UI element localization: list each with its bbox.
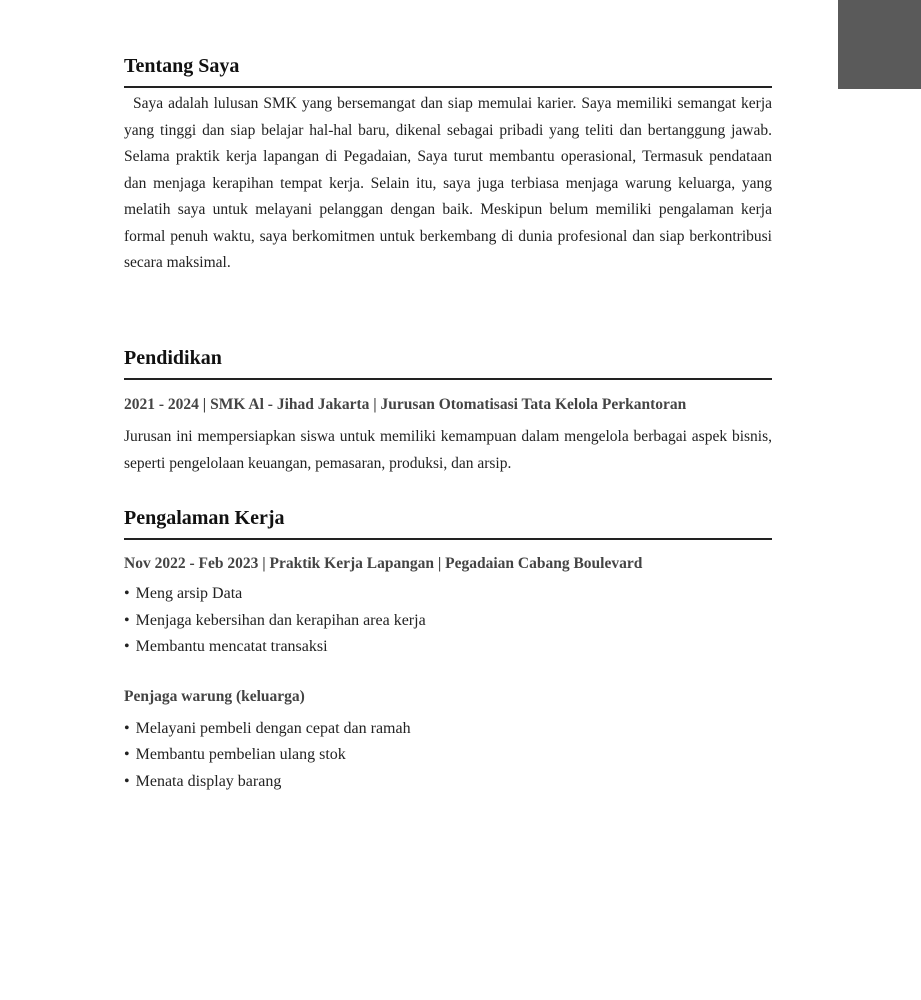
about-section xyxy=(124,54,772,277)
experience-title: Pengalaman Kerja xyxy=(124,507,285,529)
corner-block xyxy=(838,0,921,89)
list-item: • Membantu pembelian ulang stok xyxy=(124,742,772,769)
education-description: Jurusan ini mempersiapkan siswa untuk memiliki kemampuan dalam mengelola berbagai aspek bisnis, seperti pengelolaan keuangan, pemasaran, produksi, dan arsip. xyxy=(124,428,772,472)
list-item: • Melayani pembeli dengan cepat dan ramah xyxy=(124,716,772,743)
section-divider xyxy=(124,86,772,88)
job-heading: Penjaga warung (keluarga) xyxy=(124,687,305,705)
education-title: Pendidikan xyxy=(124,347,222,369)
job-bullets xyxy=(124,581,772,661)
list-item: • Meng arsip Data xyxy=(124,581,772,608)
list-item: • Menata display barang xyxy=(124,769,772,796)
education-entry: 2021 - 2024 | SMK Al - Jihad Jakarta | Jurusan Otomatisasi Tata Kelola Perkantoran xyxy=(124,396,687,413)
job-heading: Nov 2022 - Feb 2023 | Praktik Kerja Lapangan | Pegadaian Cabang Boulevard xyxy=(124,555,643,572)
experience-section xyxy=(124,506,772,795)
job-bullets xyxy=(124,716,772,796)
education-section xyxy=(124,346,772,477)
section-divider xyxy=(124,538,772,540)
about-title: Tentang Saya xyxy=(124,55,240,77)
section-divider xyxy=(124,378,772,380)
about-text: Saya adalah lulusan SMK yang bersemangat dan siap memulai karier. Saya memiliki semangat kerja yang tinggi dan siap belajar hal-hal baru, dikenal sebagai pribadi yang teliti dan bertanggung jawab. Selama praktik kerja lapangan di Pegadaian, Saya turut membantu operasional, Termasuk pendataan dan menjaga kerapihan tempat kerja. Selain itu, saya juga terbiasa menjaga warung keluarga, yang melatih saya untuk melayani pelanggan dengan baik. Meskipun belum memiliki pengalaman kerja formal penuh waktu, saya berkomitmen untuk berkembang di dunia profesional dan siap berkontribusi secara maksimal. xyxy=(124,95,772,271)
list-item: • Membantu mencatat transaksi xyxy=(124,634,772,661)
list-item: • Menjaga kebersihan dan kerapihan area kerja xyxy=(124,608,772,635)
